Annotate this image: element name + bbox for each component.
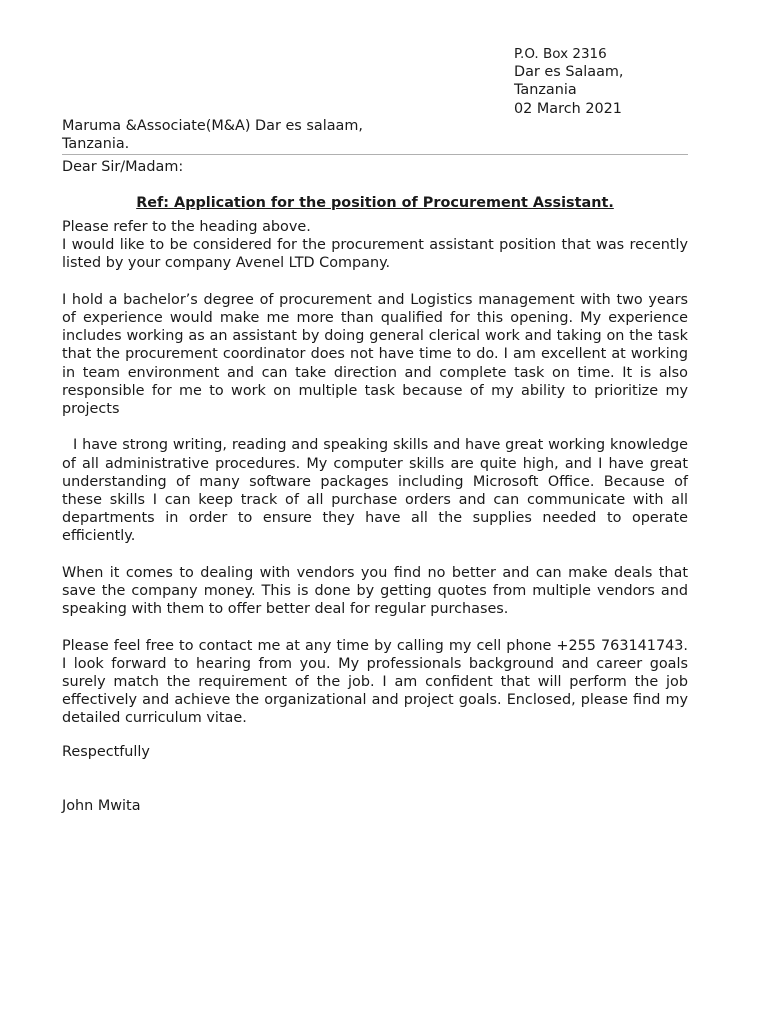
sender-address [514,45,734,118]
body-paragraph-3: I hold a bachelor’s degree of procurement and Logistics management with two years of experience would make me more than qualified for this opening. My experience includes working as an assistant by doing general clerical work and taking on the task that the procurement coordinator does not have time to do. I am excellent at working in team environment and can take direction and complete task on time. It is also responsible for me to work on multiple task because of my ability to prioritize my projects [62,291,688,418]
body-paragraph-2: I would like to be considered for the procurement assistant position that was recently listed by your company Avenel LTD Company. [62,237,688,272]
letter-body [62,218,688,728]
body-paragraph-4: I have strong writing, reading and speaking skills and have great working knowledge of all administrative procedures. My computer skills are quite high, and I have great understanding of many software packages including Microsoft Office. Because of these skills I can keep track of all purchase orders and can communicate with all departments in order to ensure they have all the supplies needed to operate efficiently. [62,437,688,545]
reference-heading: Ref: Application for the position of Procurement Assistant. [136,195,614,211]
letter-date: 02 March 2021 [514,100,622,117]
recipient-address [62,117,688,153]
divider [62,154,688,155]
sender-city: Dar es Salaam, [514,64,624,81]
body-paragraph-1: Please refer to the heading above. [62,219,311,235]
body-paragraph-5: When it comes to dealing with vendors you find no better and can make deals that save the company money. This is done by getting quotes from multiple vendors and speaking with them to offer better deal for regular purchases. [62,564,688,618]
recipient-line-2: Tanzania. [62,136,130,153]
recipient-line-1: Maruma &Associate(M&A) Dar es salaam, [62,118,363,134]
signature-name: John Mwita [62,798,141,814]
salutation: Dear Sir/Madam: [62,159,184,175]
body-paragraph-6: Please feel free to contact me at any time by calling my cell phone +255 763141743. I look forward to hearing from you. My professionals background and career goals surely match the requirement of the job. I am confident that will perform the job effectively and achieve the organizational and project goals. Enclosed, please find my detailed curriculum vitae. [62,637,688,727]
sender-po-box: P.O. Box 2316 [514,46,607,62]
closing: Respectfully [62,744,150,760]
sender-country: Tanzania [514,82,577,99]
